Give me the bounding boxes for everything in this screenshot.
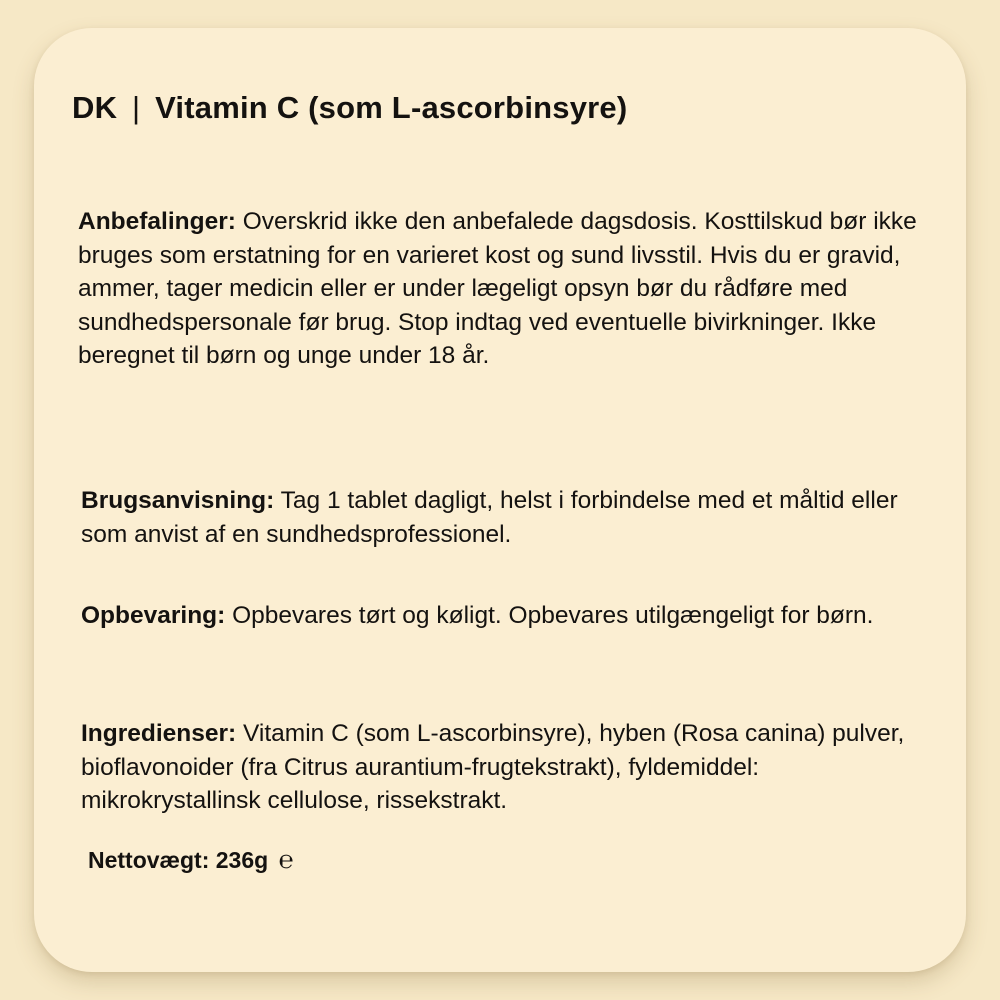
country-code: DK (72, 90, 118, 125)
section-label: Anbefalinger: (78, 208, 236, 235)
section-text: Vitamin C (som L-ascorbinsyre), hyben (Rosa canina) pulver, bioflavonoider (fra Citrus aurantium-frugtekstrakt), fyldemiddel: mikrokrystallinsk cellulose, rissekstrakt. (81, 720, 905, 814)
section-label: Opbevaring: (81, 602, 226, 629)
product-name: Vitamin C (som L-ascorbinsyre) (155, 90, 628, 125)
section-text: Opbevares tørt og køligt. Opbevares utilgængeligt for børn. (232, 602, 874, 629)
net-weight-label: Nettovægt: 236g (88, 847, 269, 873)
section-label: Ingredienser: (81, 720, 237, 747)
section-label: Brugsanvisning: (81, 487, 275, 514)
section-text: Tag 1 tablet dagligt, helst i forbindelse med et måltid eller som anvist af en sundhedsprofessionel. (81, 487, 898, 548)
section-text: Overskrid ikke den anbefalede dagsdosis. Kosttilskud bør ikke bruges som erstatning for en varieret kost og sund livsstil. Hvis du er gravid, ammer, tager medicin eller er under lægeligt opsyn bør du rådføre med sundhedspersonale før brug. Stop indtag ved eventuelle bivirkninger. Ikke beregnet til børn og unge under 18 år. (78, 208, 917, 369)
section-recommendations (78, 205, 918, 373)
section-ingredients (81, 717, 921, 818)
title-separator: | (132, 90, 141, 125)
estimated-sign-icon: ℮ (278, 845, 294, 874)
section-storage (81, 599, 921, 633)
section-directions (81, 484, 921, 551)
net-weight (88, 845, 294, 875)
label-card (34, 28, 966, 972)
page-title (72, 90, 627, 126)
